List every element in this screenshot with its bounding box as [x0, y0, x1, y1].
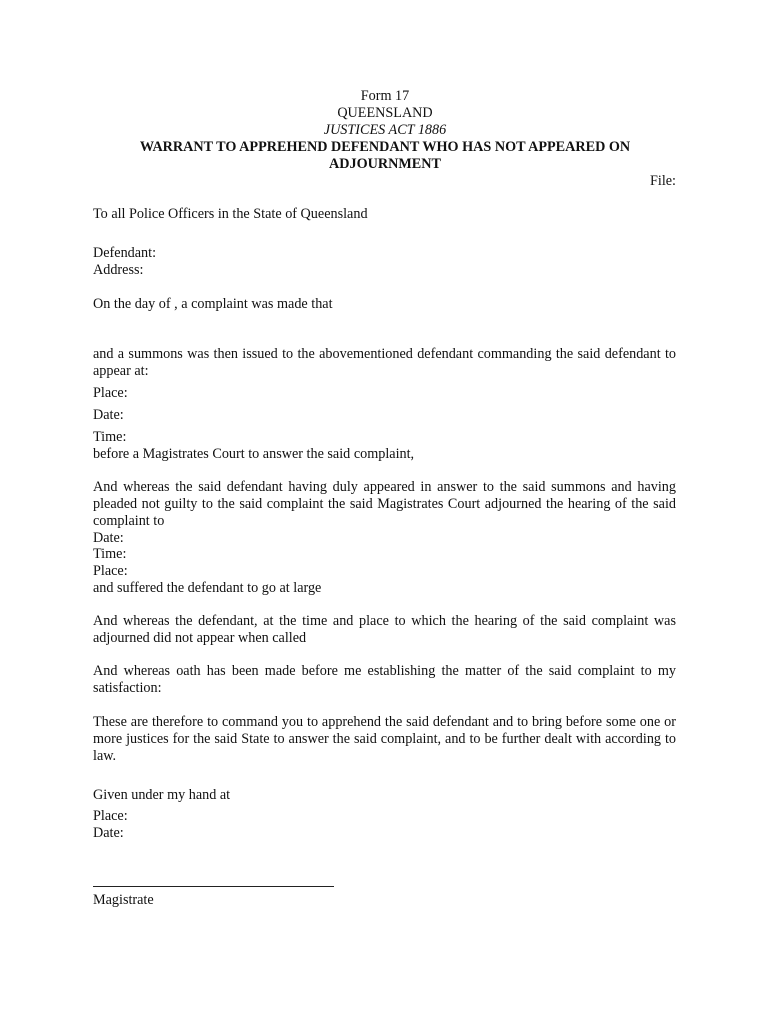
- given-under-hand: Given under my hand at: [93, 787, 231, 803]
- address-label: Address:: [93, 262, 144, 278]
- date-label: Date:: [93, 407, 124, 423]
- given-date-label: Date:: [93, 825, 124, 841]
- whereas-absent-paragraph: And whereas the defendant, at the time and place to which the hearing of the said complaint was adjourned did not appear when called: [93, 613, 676, 646]
- summons-paragraph: and a summons was then issued to the abovementioned defendant commanding the said defendant to appear at:: [93, 346, 676, 379]
- form-title-line1: WARRANT TO APPREHEND DEFENDANT WHO HAS NOT APPEARED ON: [139, 139, 631, 155]
- whereas-appeared-paragraph: And whereas the said defendant having duly appeared in answer to the said summons and having pleaded not guilty to the said complaint the said Magistrates Court adjourned the hearing of the said complaint to: [93, 479, 676, 529]
- file-label: File:: [649, 173, 676, 189]
- time-label: Time:: [93, 429, 127, 445]
- command-paragraph: These are therefore to command you to apprehend the said defendant and to bring before some one or more justices for the said State to answer the said complaint, and to be further dealt with according to law.: [93, 714, 676, 764]
- whereas-oath-paragraph: And whereas oath has been made before me establishing the matter of the said complaint to my satisfaction:: [93, 663, 676, 696]
- suffered-text: and suffered the defendant to go at large: [93, 580, 322, 596]
- adjourned-date-label: Date:: [93, 530, 124, 546]
- state-name: QUEENSLAND: [337, 105, 433, 121]
- adjourned-time-label: Time:: [93, 546, 127, 562]
- complaint-text: On the day of , a complaint was made that: [93, 296, 333, 312]
- given-place-label: Place:: [93, 808, 128, 824]
- form-number: Form 17: [360, 88, 410, 104]
- act-name: JUSTICES ACT 1886: [323, 122, 447, 138]
- magistrate-label: Magistrate: [93, 892, 154, 908]
- adjourned-place-label: Place:: [93, 563, 128, 579]
- form-title-line2: ADJOURNMENT: [329, 156, 441, 172]
- signature-line: [93, 886, 334, 887]
- defendant-label: Defendant:: [93, 245, 157, 261]
- answer-text: before a Magistrates Court to answer the said complaint,: [93, 446, 415, 462]
- place-label: Place:: [93, 385, 128, 401]
- salutation: To all Police Officers in the State of Queensland: [93, 206, 368, 222]
